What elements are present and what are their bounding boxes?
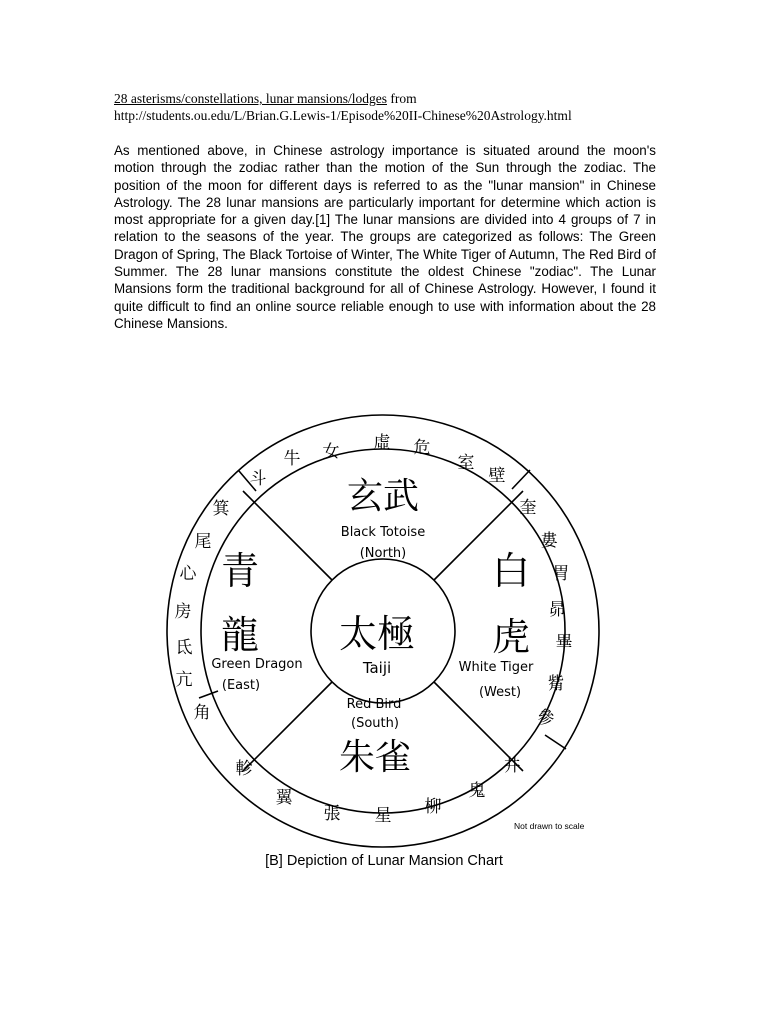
mansion-12: 畢 xyxy=(555,633,573,653)
mansion-23: 亢 xyxy=(175,670,193,690)
mansion-13: 觜 xyxy=(547,674,565,694)
mansion-5: 危 xyxy=(413,438,431,458)
mansion-18: 星 xyxy=(374,806,392,826)
ring-divider-north-west xyxy=(512,470,530,489)
mansion-6: 室 xyxy=(457,453,475,473)
mansion-10: 胃 xyxy=(552,564,570,584)
west-direction: (West) xyxy=(478,685,522,700)
mansion-19: 張 xyxy=(323,804,341,824)
north-label: Black Totoise xyxy=(340,525,426,540)
west-label: White Tiger xyxy=(458,660,534,675)
mansion-24: 氐 xyxy=(175,638,193,658)
mansion-22: 角 xyxy=(193,703,211,723)
source-url[interactable]: http://students.ou.edu/L/Brian.G.Lewis-1/Episode%20II-Chinese%20Astrology.html xyxy=(114,108,572,123)
mansion-20: 翼 xyxy=(275,788,293,808)
mansion-2: 牛 xyxy=(283,449,301,469)
mansion-17: 柳 xyxy=(424,797,442,817)
source-from-text: from xyxy=(386,91,417,106)
taiji-hanzi: 太極 xyxy=(338,612,416,656)
taiji-label: Taiji xyxy=(362,659,392,677)
west-hanzi-top: 白 xyxy=(491,549,531,593)
figure-caption: [B] Depiction of Lunar Mansion Chart xyxy=(265,853,503,869)
ring-divider-east-south xyxy=(199,691,218,698)
mansion-1: 斗 xyxy=(249,469,267,489)
mansion-25: 房 xyxy=(174,602,192,622)
east-label: Green Dragon xyxy=(211,657,303,672)
mansion-21: 軫 xyxy=(235,759,253,779)
mansion-14: 參 xyxy=(537,708,555,728)
mansion-9: 婁 xyxy=(540,531,558,551)
mansion-15: 井 xyxy=(503,756,521,776)
south-hanzi: 朱雀 xyxy=(338,737,412,778)
source-link-text[interactable]: 28 asterisms/constellations, lunar mansions/lodges xyxy=(114,91,387,106)
west-hanzi-bottom: 虎 xyxy=(491,615,531,659)
body-paragraph: As mentioned above, in Chinese astrology importance is situated around the moon's motion through the zodiac rather than the motion of the Sun through the zodiac. The position of the moon for different days is referred to as the "lunar mansion" in Chinese Astrology. The 28 lunar mansions are particularly important for determine which action is most appropriate for a given day.[1] The lunar mansions are divided into 4 groups of 7 in relation to the seasons of the year. The groups are categorized as follows: The Green Dragon of Spring, The Black Tortoise of Winter, The White Tiger of Autumn, The Red Bird of Summer. The 28 lunar mansions constitute the oldest Chinese "zodiac". The Lunar Mansions form the traditional background for all of Chinese Astrology. However, I found it quite difficult to find an online source reliable enough to use with information about the 28 Chinese Mansions. xyxy=(114,143,656,331)
mansion-27: 尾 xyxy=(194,532,212,552)
mansion-8: 奎 xyxy=(519,498,537,518)
east-hanzi-top: 青 xyxy=(220,549,260,593)
north-direction: (North) xyxy=(359,546,407,561)
east-hanzi-bottom: 龍 xyxy=(220,613,260,657)
ring-divider-west-south xyxy=(545,735,566,749)
mansion-26: 心 xyxy=(179,564,197,584)
south-label: Red Bird xyxy=(346,697,402,712)
scale-note: Not drawn to scale xyxy=(514,821,585,831)
mansion-16: 鬼 xyxy=(468,781,486,801)
south-direction: (South) xyxy=(351,716,399,731)
east-direction: (East) xyxy=(221,678,261,693)
mansion-4: 虛 xyxy=(373,433,391,453)
mansion-3: 女 xyxy=(322,442,340,462)
north-hanzi: 玄武 xyxy=(346,476,420,517)
mansion-28: 箕 xyxy=(212,499,230,519)
mansion-11: 昴 xyxy=(548,600,566,620)
divider-sw xyxy=(243,682,332,771)
mansion-7: 壁 xyxy=(488,466,506,486)
